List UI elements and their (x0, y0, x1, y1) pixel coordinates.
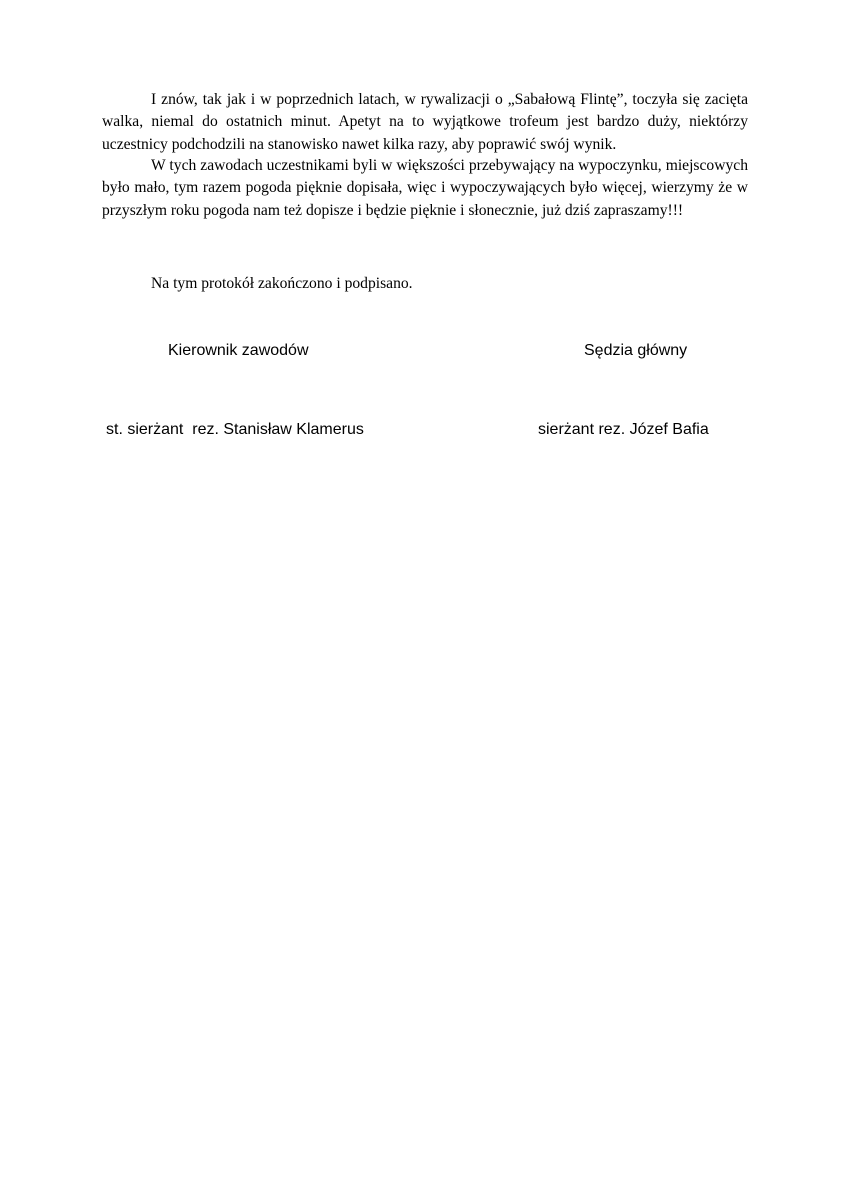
signature-name-right: sierżant rez. Józef Bafia (538, 421, 709, 438)
signature-role-left: Kierownik zawodów (168, 342, 309, 359)
paragraph-participants: W tych zawodach uczestnikami byli w większości przebywający na wypoczynku, miejscowych było mało, tym razem pogoda pięknie dopisała, więc i wypoczywających było więcej, wierzymy że w przyszłym roku pogoda nam też dopisze i będzie pięknie i słonecznie, już dziś zapraszamy!!! (102, 157, 748, 219)
closing-statement: Na tym protokół zakończono i podpisano. (151, 275, 413, 292)
signature-role-right: Sędzia główny (584, 342, 688, 359)
paragraph-competition: I znów, tak jak i w poprzednich latach, w rywalizacji o „Sabałową Flintę”, toczyła się zacięta walka, niemal do ostatnich minut. Apetyt na to wyjątkowe trofeum jest bardzo duży, niektórzy uczestnicy podchodzili na stanowisko nawet kilka razy, aby poprawić swój wynik. (102, 91, 748, 153)
signature-name-left: st. sierżant rez. Stanisław Klamerus (106, 421, 364, 438)
